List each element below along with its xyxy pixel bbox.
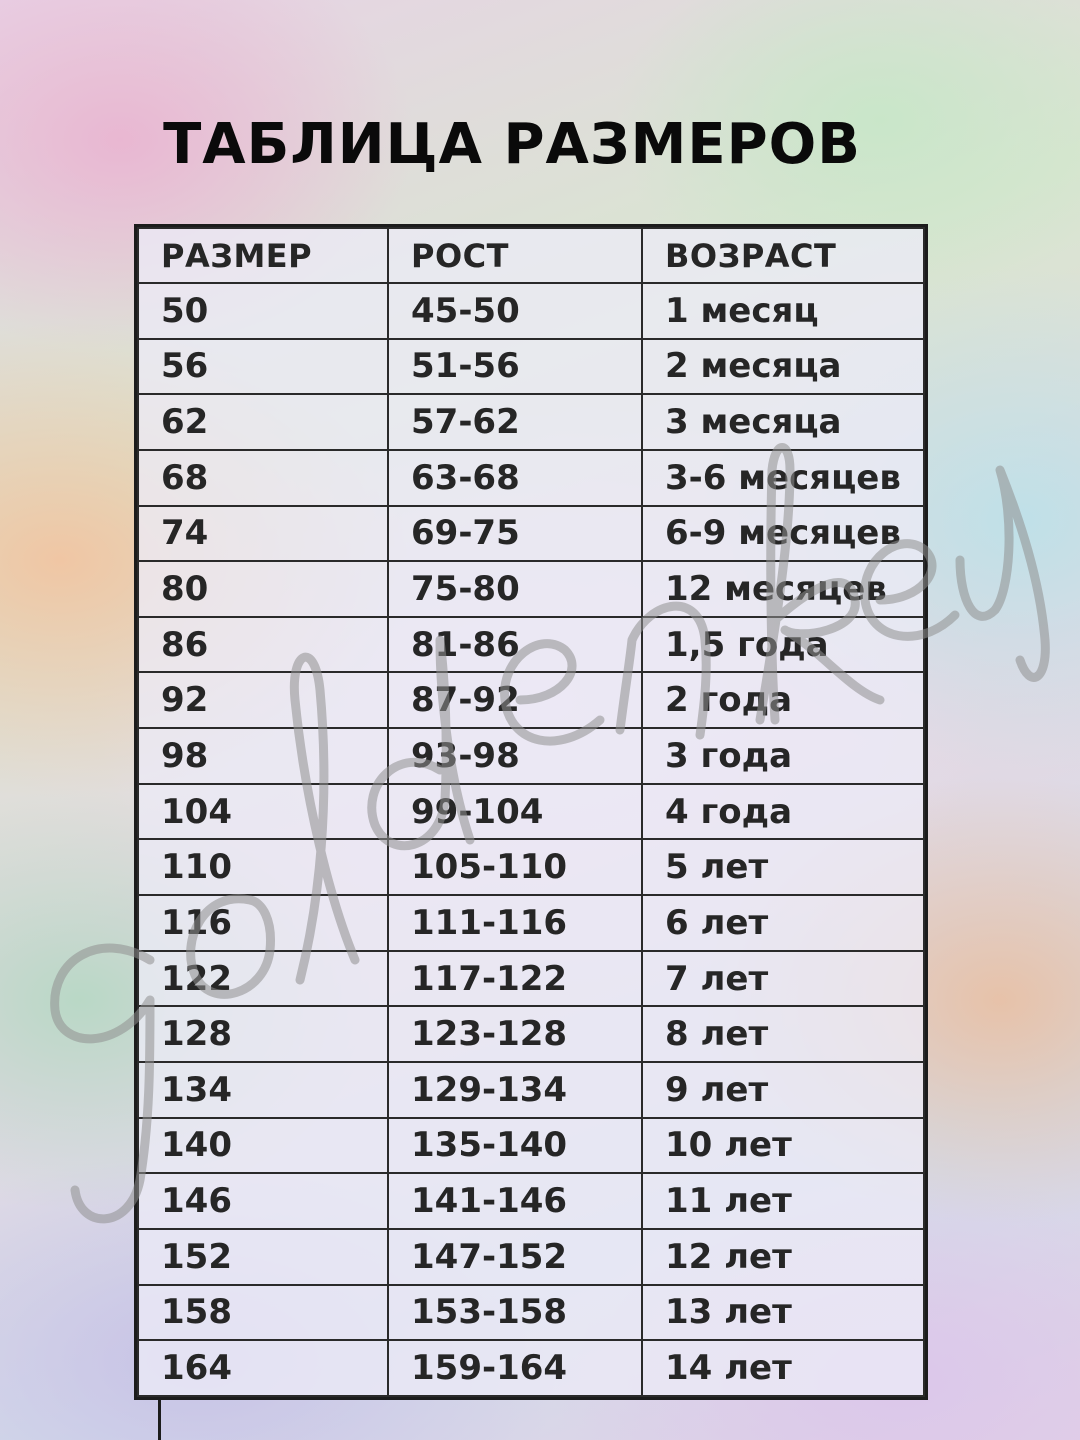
- cell-height: 159-164: [388, 1340, 642, 1396]
- table-row: [138, 1229, 924, 1285]
- cell-age: 9 лет: [642, 1062, 924, 1118]
- table-row: [138, 951, 924, 1007]
- cell-size: 146: [138, 1173, 388, 1229]
- cell-height: 57-62: [388, 394, 642, 450]
- cell-age: 5 лет: [642, 839, 924, 895]
- table-row: [138, 617, 924, 673]
- cell-height: 117-122: [388, 951, 642, 1007]
- cell-age: 10 лет: [642, 1118, 924, 1174]
- cell-age: 1,5 года: [642, 617, 924, 673]
- table-row: [138, 561, 924, 617]
- table-row: [138, 1062, 924, 1118]
- cell-height: 111-116: [388, 895, 642, 951]
- cell-height: 141-146: [388, 1173, 642, 1229]
- cell-size: 50: [138, 283, 388, 339]
- cell-age: 6-9 месяцев: [642, 506, 924, 562]
- table-row: [138, 895, 924, 951]
- cell-age: 11 лет: [642, 1173, 924, 1229]
- cell-age: 4 года: [642, 784, 924, 840]
- cell-age: 6 лет: [642, 895, 924, 951]
- table-row: [138, 1173, 924, 1229]
- cell-size: 104: [138, 784, 388, 840]
- table-row: [138, 839, 924, 895]
- cell-size: 152: [138, 1229, 388, 1285]
- cell-age: 12 лет: [642, 1229, 924, 1285]
- cell-age: 1 месяц: [642, 283, 924, 339]
- size-table-container: [134, 224, 928, 1400]
- cell-size: 164: [138, 1340, 388, 1396]
- table-row: [138, 1006, 924, 1062]
- cell-height: 135-140: [388, 1118, 642, 1174]
- table-row: [138, 283, 924, 339]
- cell-height: 105-110: [388, 839, 642, 895]
- cell-age: 14 лет: [642, 1340, 924, 1396]
- table-row: [138, 506, 924, 562]
- column-header-size: РАЗМЕР: [138, 228, 388, 283]
- table-row: [138, 784, 924, 840]
- cell-size: 80: [138, 561, 388, 617]
- cell-size: 140: [138, 1118, 388, 1174]
- cell-size: 128: [138, 1006, 388, 1062]
- table-row: [138, 728, 924, 784]
- divider-line: [158, 1400, 161, 1440]
- cell-height: 129-134: [388, 1062, 642, 1118]
- table-body: [138, 283, 924, 1396]
- cell-size: 74: [138, 506, 388, 562]
- table-row: [138, 1118, 924, 1174]
- cell-height: 81-86: [388, 617, 642, 673]
- cell-height: 87-92: [388, 672, 642, 728]
- cell-height: 99-104: [388, 784, 642, 840]
- cell-height: 75-80: [388, 561, 642, 617]
- cell-size: 158: [138, 1285, 388, 1341]
- cell-age: 8 лет: [642, 1006, 924, 1062]
- cell-size: 122: [138, 951, 388, 1007]
- cell-age: 7 лет: [642, 951, 924, 1007]
- size-table: [137, 227, 925, 1397]
- cell-height: 153-158: [388, 1285, 642, 1341]
- cell-age: 3 месяца: [642, 394, 924, 450]
- table-row: [138, 1285, 924, 1341]
- page-title: ТАБЛИЦА РАЗМЕРОВ: [163, 112, 861, 177]
- table-row: [138, 339, 924, 395]
- cell-height: 63-68: [388, 450, 642, 506]
- cell-size: 68: [138, 450, 388, 506]
- cell-size: 110: [138, 839, 388, 895]
- cell-age: 3-6 месяцев: [642, 450, 924, 506]
- cell-size: 98: [138, 728, 388, 784]
- table-header-row: [138, 228, 924, 283]
- cell-age: 2 месяца: [642, 339, 924, 395]
- cell-height: 51-56: [388, 339, 642, 395]
- cell-age: 12 месяцев: [642, 561, 924, 617]
- cell-size: 86: [138, 617, 388, 673]
- cell-age: 2 года: [642, 672, 924, 728]
- cell-size: 92: [138, 672, 388, 728]
- cell-size: 56: [138, 339, 388, 395]
- cell-height: 69-75: [388, 506, 642, 562]
- cell-height: 147-152: [388, 1229, 642, 1285]
- cell-height: 93-98: [388, 728, 642, 784]
- cell-size: 134: [138, 1062, 388, 1118]
- column-header-age: ВОЗРАСТ: [642, 228, 924, 283]
- table-row: [138, 394, 924, 450]
- cell-age: 13 лет: [642, 1285, 924, 1341]
- cell-height: 123-128: [388, 1006, 642, 1062]
- cell-age: 3 года: [642, 728, 924, 784]
- cell-size: 62: [138, 394, 388, 450]
- cell-height: 45-50: [388, 283, 642, 339]
- table-row: [138, 1340, 924, 1396]
- cell-size: 116: [138, 895, 388, 951]
- table-row: [138, 672, 924, 728]
- column-header-height: РОСТ: [388, 228, 642, 283]
- table-row: [138, 450, 924, 506]
